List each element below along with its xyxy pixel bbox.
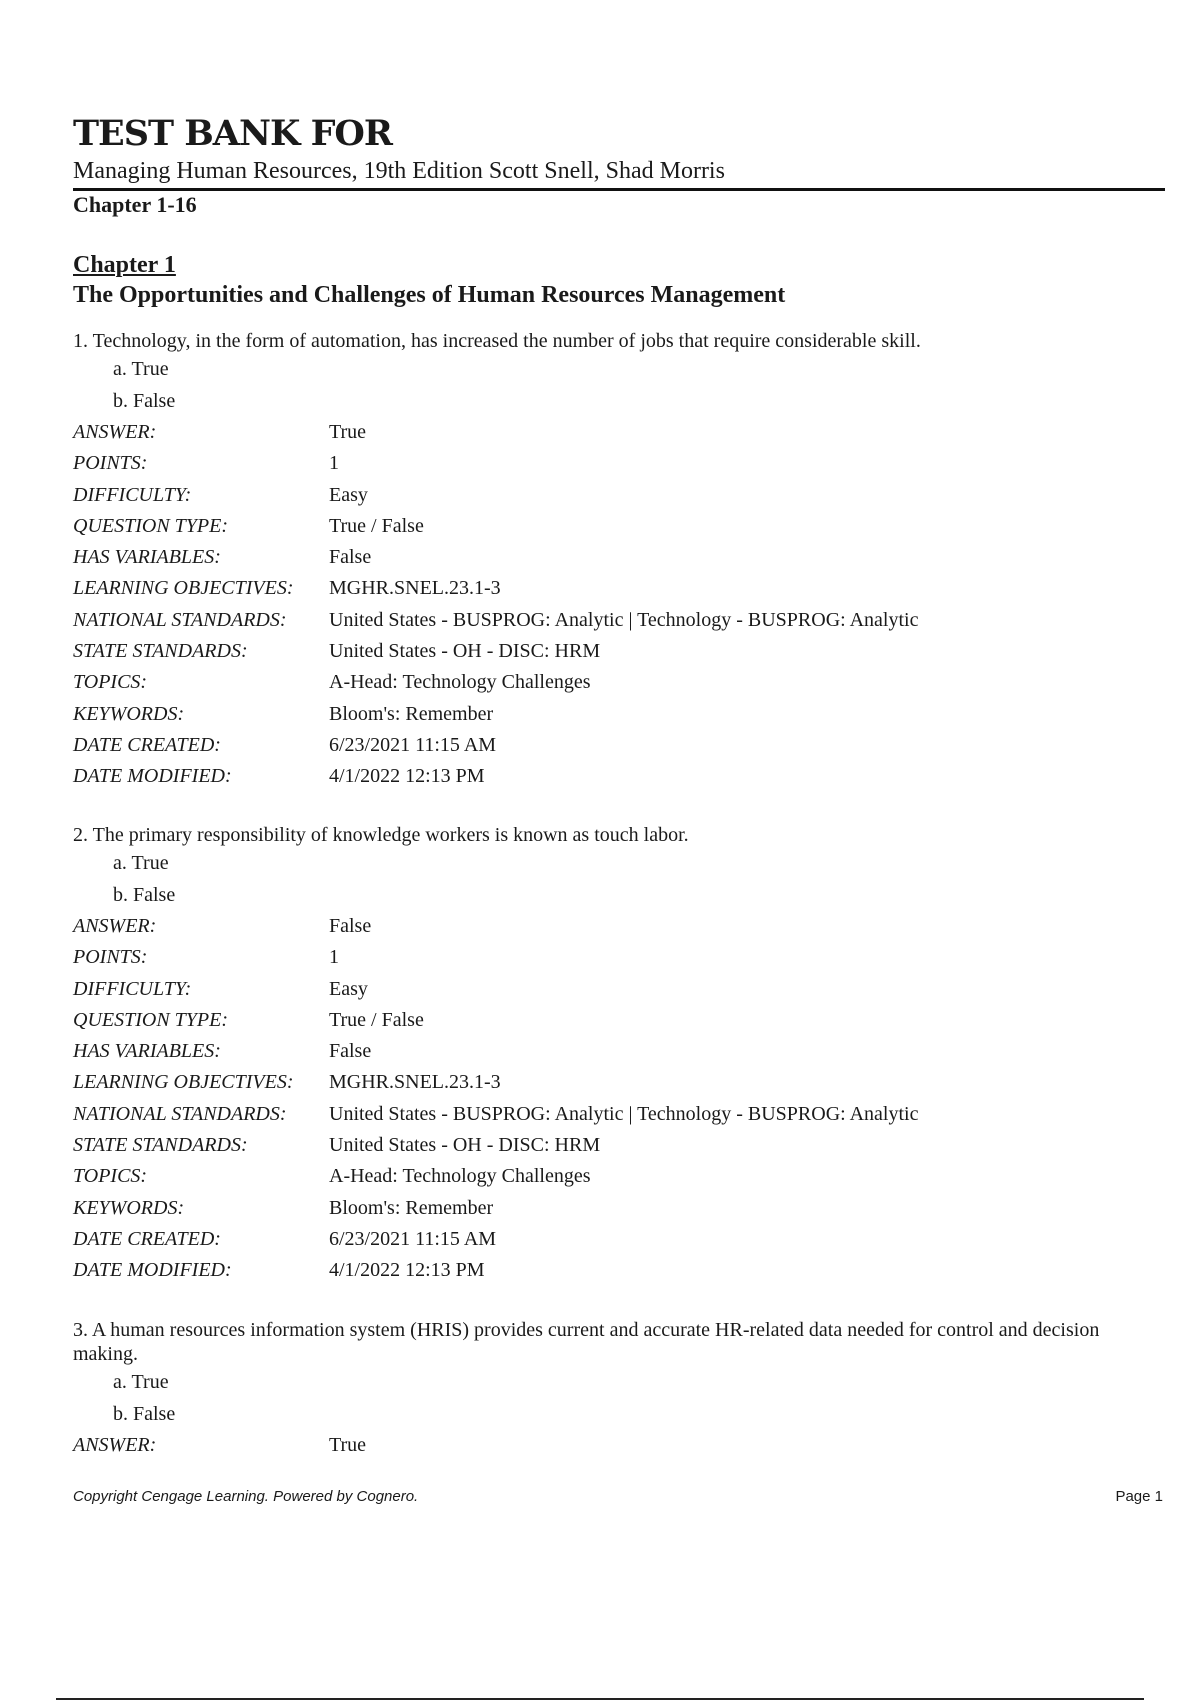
answer-label: ANSWER: xyxy=(73,421,157,443)
question-1 xyxy=(73,329,1173,793)
date-modified-row xyxy=(73,1255,1173,1286)
state-standards-label: STATE STANDARDS: xyxy=(73,1134,248,1157)
learning-objectives-row xyxy=(73,573,1173,604)
date-modified-row xyxy=(73,761,1173,792)
question-type-value: True / False xyxy=(329,1008,424,1031)
chapter-label: Chapter 1 xyxy=(73,252,176,278)
has-variables-label: HAS VARIABLES: xyxy=(73,1040,221,1063)
question-type-row xyxy=(73,1005,1173,1036)
has-variables-value: False xyxy=(329,1040,372,1063)
question-metadata xyxy=(73,911,1173,1287)
points-row xyxy=(73,942,1173,973)
learning-objectives-value: MGHR.SNEL.23.1-3 xyxy=(329,1071,501,1094)
difficulty-row xyxy=(73,480,1173,511)
learning-objectives-row xyxy=(73,1067,1173,1098)
state-standards-value: United States - OH - DISC: HRM xyxy=(329,1134,601,1157)
banner-title: TEST BANK FOR xyxy=(73,113,392,154)
option-a: a. True xyxy=(113,1371,169,1393)
answer-value: True xyxy=(329,1434,367,1456)
option-b: b. False xyxy=(113,1403,176,1425)
option-b: b. False xyxy=(113,884,176,906)
national-standards-label: NATIONAL STANDARDS: xyxy=(73,1102,287,1125)
question-stem: 3. A human resources information system (HRIS) provides current and accurate HR-related data needed for control and decision making. xyxy=(73,1319,1100,1365)
question-type-label: QUESTION TYPE: xyxy=(73,1008,229,1031)
topics-row xyxy=(73,1161,1173,1192)
answer-row xyxy=(73,417,1173,448)
option-b: b. False xyxy=(113,390,176,412)
national-standards-value: United States - BUSPROG: Analytic | Technology - BUSPROG: Analytic xyxy=(329,608,919,631)
topics-row xyxy=(73,667,1173,698)
date-modified-value: 4/1/2022 12:13 PM xyxy=(329,1259,485,1282)
question-metadata xyxy=(73,417,1173,793)
points-value: 1 xyxy=(329,946,339,969)
national-standards-value: United States - BUSPROG: Analytic | Technology - BUSPROG: Analytic xyxy=(329,1102,919,1125)
national-standards-row xyxy=(73,1099,1173,1130)
points-label: POINTS: xyxy=(73,946,148,969)
state-standards-row xyxy=(73,1130,1173,1161)
question-3 xyxy=(73,1318,1173,1461)
keywords-row xyxy=(73,699,1173,730)
points-label: POINTS: xyxy=(73,452,148,475)
date-modified-label: DATE MODIFIED: xyxy=(73,765,232,788)
question-type-label: QUESTION TYPE: xyxy=(73,514,229,537)
topics-value: A-Head: Technology Challenges xyxy=(329,1165,591,1188)
question-stem: 2. The primary responsibility of knowledge workers is known as touch labor. xyxy=(73,824,689,846)
chapter-range: Chapter 1-16 xyxy=(73,192,197,217)
option-a: a. True xyxy=(113,358,169,380)
date-created-label: DATE CREATED: xyxy=(73,1227,221,1250)
learning-objectives-label: LEARNING OBJECTIVES: xyxy=(73,1071,294,1094)
question-type-row xyxy=(73,511,1173,542)
copyright-text: Copyright Cengage Learning. Powered by Cognero. xyxy=(73,1488,419,1505)
header-rule xyxy=(73,188,1165,191)
question-2 xyxy=(73,823,1173,1287)
date-created-row xyxy=(73,730,1173,761)
page-number: Page 1 xyxy=(1115,1488,1163,1505)
answer-label: ANSWER: xyxy=(73,915,157,937)
has-variables-row xyxy=(73,1036,1173,1067)
has-variables-label: HAS VARIABLES: xyxy=(73,546,221,569)
keywords-row xyxy=(73,1193,1173,1224)
difficulty-value: Easy xyxy=(329,483,368,506)
learning-objectives-label: LEARNING OBJECTIVES: xyxy=(73,577,294,600)
date-created-label: DATE CREATED: xyxy=(73,733,221,756)
question-metadata xyxy=(73,1430,1173,1461)
state-standards-row xyxy=(73,636,1173,667)
state-standards-label: STATE STANDARDS: xyxy=(73,640,248,663)
state-standards-value: United States - OH - DISC: HRM xyxy=(329,640,601,663)
date-modified-value: 4/1/2022 12:13 PM xyxy=(329,765,485,788)
answer-value: True xyxy=(329,421,367,443)
date-created-row xyxy=(73,1224,1173,1255)
question-stem: 1. Technology, in the form of automation, has increased the number of jobs that require considerable skill. xyxy=(73,330,921,352)
chapter-title: The Opportunities and Challenges of Human Resources Management xyxy=(73,282,786,308)
keywords-label: KEYWORDS: xyxy=(73,702,185,725)
question-type-value: True / False xyxy=(329,514,424,537)
page-footer xyxy=(73,1488,1165,1508)
points-row xyxy=(73,448,1173,479)
national-standards-label: NATIONAL STANDARDS: xyxy=(73,608,287,631)
answer-row xyxy=(73,1430,1173,1461)
keywords-value: Bloom's: Remember xyxy=(329,1196,494,1219)
answer-row xyxy=(73,911,1173,942)
difficulty-value: Easy xyxy=(329,977,368,1000)
national-standards-row xyxy=(73,605,1173,636)
points-value: 1 xyxy=(329,452,339,475)
has-variables-value: False xyxy=(329,546,372,569)
has-variables-row xyxy=(73,542,1173,573)
date-created-value: 6/23/2021 11:15 AM xyxy=(329,733,497,756)
keywords-value: Bloom's: Remember xyxy=(329,702,494,725)
learning-objectives-value: MGHR.SNEL.23.1-3 xyxy=(329,577,501,600)
topics-label: TOPICS: xyxy=(73,671,148,694)
difficulty-label: DIFFICULTY: xyxy=(73,483,192,506)
answer-label: ANSWER: xyxy=(73,1434,157,1456)
keywords-label: KEYWORDS: xyxy=(73,1196,185,1219)
topics-value: A-Head: Technology Challenges xyxy=(329,671,591,694)
difficulty-row xyxy=(73,974,1173,1005)
option-a: a. True xyxy=(113,852,169,874)
answer-value: False xyxy=(329,915,372,937)
date-modified-label: DATE MODIFIED: xyxy=(73,1259,232,1282)
topics-label: TOPICS: xyxy=(73,1165,148,1188)
difficulty-label: DIFFICULTY: xyxy=(73,977,192,1000)
date-created-value: 6/23/2021 11:15 AM xyxy=(329,1227,497,1250)
book-subtitle: Managing Human Resources, 19th Edition Scott Snell, Shad Morris xyxy=(73,158,725,184)
